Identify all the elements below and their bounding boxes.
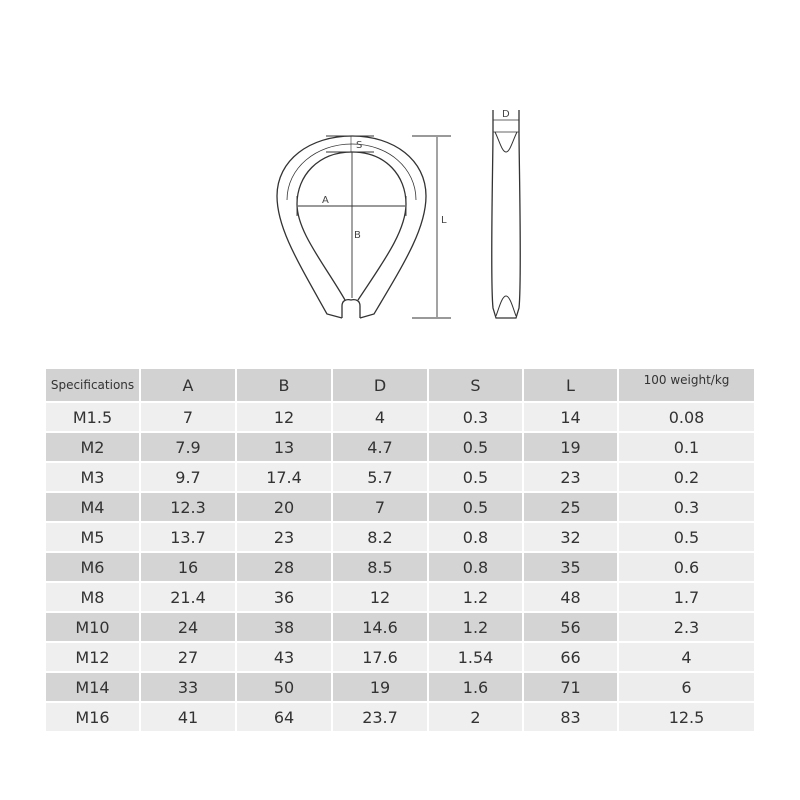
cell-spec: M4	[46, 493, 139, 521]
cell-a: 7	[141, 403, 235, 431]
header-d: D	[333, 369, 427, 401]
cell-weight: 4	[619, 643, 754, 671]
table-row	[46, 553, 754, 581]
cell-d: 17.6	[333, 643, 427, 671]
cell-a: 13.7	[141, 523, 235, 551]
cell-d: 4.7	[333, 433, 427, 461]
cell-weight: 0.1	[619, 433, 754, 461]
table-row	[46, 463, 754, 491]
cell-d: 23.7	[333, 703, 427, 731]
dimension-labels	[322, 109, 510, 241]
label-s: S	[356, 140, 363, 151]
cell-weight: 0.2	[619, 463, 754, 491]
cell-a: 27	[141, 643, 235, 671]
cell-weight: 0.3	[619, 493, 754, 521]
label-l: L	[441, 215, 447, 226]
cell-d: 5.7	[333, 463, 427, 491]
side-view-top-groove	[495, 132, 517, 152]
cell-weight: 0.5	[619, 523, 754, 551]
cell-s: 0.8	[429, 523, 522, 551]
cell-spec: M14	[46, 673, 139, 701]
header-b: B	[237, 369, 331, 401]
cell-d: 8.2	[333, 523, 427, 551]
cell-d: 8.5	[333, 553, 427, 581]
label-b: B	[354, 230, 361, 241]
header-a: A	[141, 369, 235, 401]
label-a: A	[322, 195, 329, 206]
table-row	[46, 703, 754, 731]
dimension-lines	[297, 136, 451, 318]
cell-spec: M6	[46, 553, 139, 581]
header-weight: 100 weight/kg	[619, 369, 754, 401]
cell-l: 19	[524, 433, 617, 461]
cell-d: 4	[333, 403, 427, 431]
cell-s: 0.5	[429, 463, 522, 491]
cell-spec: M1.5	[46, 403, 139, 431]
header-l: L	[524, 369, 617, 401]
cell-b: 13	[237, 433, 331, 461]
cell-s: 0.8	[429, 553, 522, 581]
side-view-outline	[492, 110, 521, 318]
cell-d: 12	[333, 583, 427, 611]
cell-l: 23	[524, 463, 617, 491]
cell-a: 21.4	[141, 583, 235, 611]
thimble-bottom-gap	[342, 300, 360, 318]
cell-l: 32	[524, 523, 617, 551]
thimble-outer-outline	[277, 136, 426, 318]
cell-s: 0.5	[429, 433, 522, 461]
label-d: D	[502, 109, 510, 120]
cell-spec: M5	[46, 523, 139, 551]
cell-b: 17.4	[237, 463, 331, 491]
cell-weight: 0.6	[619, 553, 754, 581]
table-row	[46, 583, 754, 611]
cell-a: 33	[141, 673, 235, 701]
table-row	[46, 643, 754, 671]
cell-l: 71	[524, 673, 617, 701]
cell-s: 1.54	[429, 643, 522, 671]
cell-spec: M12	[46, 643, 139, 671]
cell-d: 14.6	[333, 613, 427, 641]
header-s: S	[429, 369, 522, 401]
cell-b: 12	[237, 403, 331, 431]
cell-b: 43	[237, 643, 331, 671]
table-header-row	[46, 369, 754, 401]
cell-s: 1.2	[429, 583, 522, 611]
table-row	[46, 493, 754, 521]
cell-b: 28	[237, 553, 331, 581]
header-specifications: Specifications	[46, 369, 139, 401]
specification-table	[44, 367, 756, 733]
cell-d: 7	[333, 493, 427, 521]
cell-s: 1.6	[429, 673, 522, 701]
thimble-side-view	[492, 110, 521, 318]
cell-weight: 12.5	[619, 703, 754, 731]
thimble-dimension-drawing	[0, 0, 800, 340]
cell-spec: M16	[46, 703, 139, 731]
cell-b: 38	[237, 613, 331, 641]
cell-weight: 2.3	[619, 613, 754, 641]
cell-s: 2	[429, 703, 522, 731]
cell-a: 24	[141, 613, 235, 641]
table-row	[46, 433, 754, 461]
cell-l: 25	[524, 493, 617, 521]
cell-l: 14	[524, 403, 617, 431]
cell-spec: M8	[46, 583, 139, 611]
cell-l: 48	[524, 583, 617, 611]
cell-weight: 1.7	[619, 583, 754, 611]
side-view-bottom-groove	[496, 296, 516, 316]
cell-s: 0.5	[429, 493, 522, 521]
table-row	[46, 403, 754, 431]
cell-b: 50	[237, 673, 331, 701]
cell-a: 7.9	[141, 433, 235, 461]
cell-spec: M3	[46, 463, 139, 491]
cell-l: 83	[524, 703, 617, 731]
cell-b: 20	[237, 493, 331, 521]
thimble-inner-outline	[297, 152, 406, 300]
cell-l: 56	[524, 613, 617, 641]
cell-a: 16	[141, 553, 235, 581]
cell-weight: 0.08	[619, 403, 754, 431]
cell-a: 12.3	[141, 493, 235, 521]
cell-b: 36	[237, 583, 331, 611]
cell-b: 64	[237, 703, 331, 731]
cell-a: 41	[141, 703, 235, 731]
table-row	[46, 523, 754, 551]
cell-spec: M10	[46, 613, 139, 641]
cell-s: 0.3	[429, 403, 522, 431]
cell-weight: 6	[619, 673, 754, 701]
table-row	[46, 613, 754, 641]
cell-spec: M2	[46, 433, 139, 461]
cell-d: 19	[333, 673, 427, 701]
cell-b: 23	[237, 523, 331, 551]
table-row	[46, 673, 754, 701]
thimble-front-view	[277, 136, 426, 318]
cell-a: 9.7	[141, 463, 235, 491]
cell-l: 66	[524, 643, 617, 671]
cell-s: 1.2	[429, 613, 522, 641]
cell-l: 35	[524, 553, 617, 581]
